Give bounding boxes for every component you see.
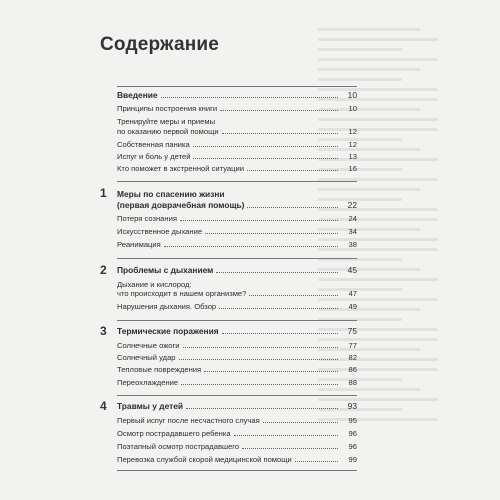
toc-entry-line: Тренируйте меры и приемы bbox=[117, 117, 216, 126]
page-title: Содержание bbox=[100, 34, 220, 55]
section-divider bbox=[117, 258, 357, 259]
chapter-title: Термические поражения 75 bbox=[117, 326, 357, 336]
toc-entry: Переохлаждение 88 bbox=[117, 378, 357, 387]
toc-entry: что происходит в нашем организме? 47 bbox=[117, 289, 357, 298]
toc-entry: Перевозка службой скорой медицинской помощи 99 bbox=[117, 455, 357, 464]
chapter-number: 1 bbox=[100, 186, 107, 200]
toc-entry: Собственная паника 12 bbox=[117, 140, 357, 149]
toc-entry: по оказанию первой помощи 12 bbox=[117, 127, 357, 136]
toc-entry: Поэтапный осмотр пострадавшего 96 bbox=[117, 442, 357, 451]
toc-entry-line: Дыхание и кислород: bbox=[117, 280, 192, 289]
toc-entry: Первый испуг после несчастного случая 95 bbox=[117, 416, 357, 425]
toc-entry: Осмотр пострадавшего ребенка 96 bbox=[117, 429, 357, 438]
toc-entry: Искусственное дыхание 34 bbox=[117, 227, 357, 236]
toc-entry: Солнечный удар 82 bbox=[117, 353, 357, 362]
chapter-title: Травмы у детей 93 bbox=[117, 401, 357, 411]
toc-entry: Кто поможет в экстренной ситуации 16 bbox=[117, 164, 357, 173]
toc-entry: Принципы построения книги 10 bbox=[117, 104, 357, 113]
section-divider bbox=[117, 181, 357, 182]
chapter-title: (первая доврачебная помощь) 22 bbox=[117, 200, 357, 210]
toc-entry: Нарушения дыхания. Обзор 49 bbox=[117, 302, 357, 311]
section-divider bbox=[117, 86, 357, 87]
toc-entry: Реанимация 38 bbox=[117, 240, 357, 249]
chapter-title-line: Меры по спасению жизни bbox=[117, 189, 225, 199]
chapter-title: Проблемы с дыханием 45 bbox=[117, 265, 357, 275]
chapter-number: 4 bbox=[100, 399, 107, 413]
chapter-number: 2 bbox=[100, 263, 107, 277]
toc-entry: Потеря сознания 24 bbox=[117, 214, 357, 223]
toc-entry: Испуг и боль у детей 13 bbox=[117, 152, 357, 161]
toc-entry: Тепловые повреждения 86 bbox=[117, 365, 357, 374]
chapter-number: 3 bbox=[100, 324, 107, 338]
section-divider bbox=[117, 320, 357, 321]
section-divider bbox=[117, 470, 357, 471]
toc-entry-intro: Введение 10 bbox=[117, 90, 357, 100]
section-divider bbox=[117, 395, 357, 396]
toc-entry: Солнечные ожоги 77 bbox=[117, 341, 357, 350]
